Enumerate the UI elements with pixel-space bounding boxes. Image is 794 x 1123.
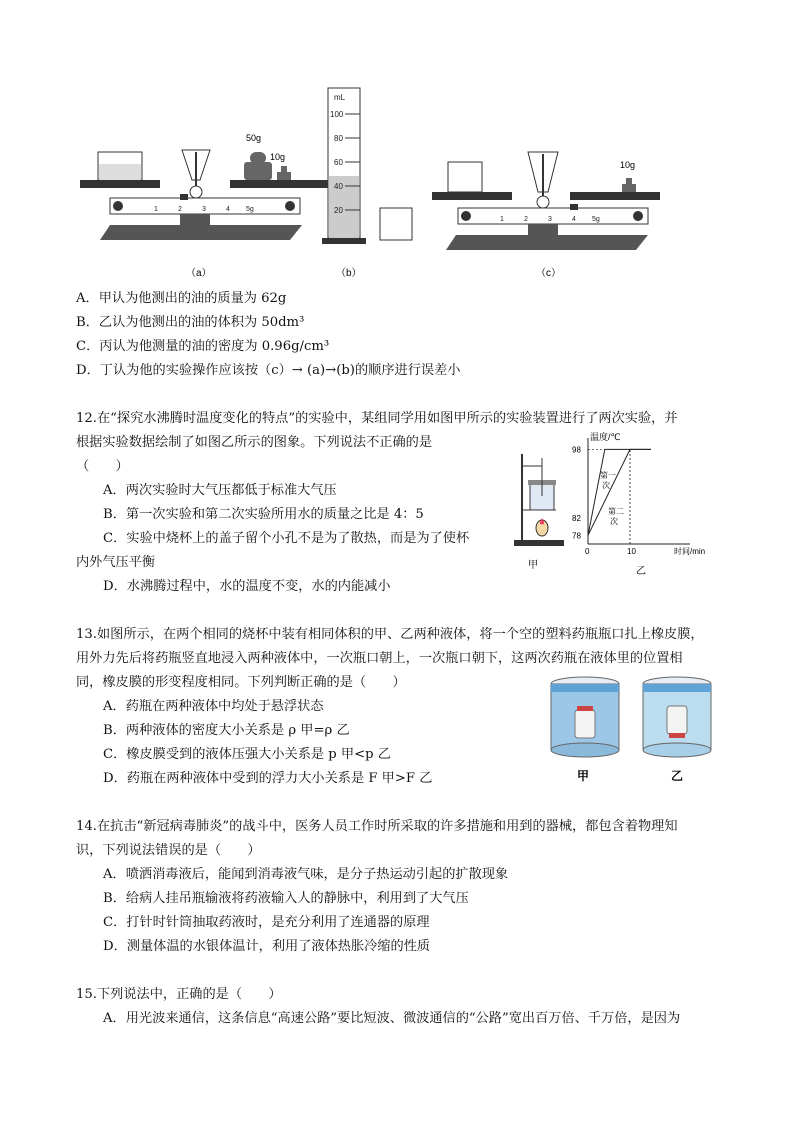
q14-option-c: C．打针时针筒抽取药液时，是充分利用了连通器的原理 xyxy=(103,915,430,930)
cylinder-tick-100: 100 xyxy=(330,110,344,119)
series-label-2a: 第二 xyxy=(608,507,624,516)
q12-temperature-chart xyxy=(570,428,720,576)
chart-series-line-1 xyxy=(588,449,651,535)
scale-a-tick-4: 4 xyxy=(226,206,230,213)
q12-stem-line3: （ ） xyxy=(76,459,129,474)
scale-a-tick-5: 5g xyxy=(246,206,254,213)
chart-y-tick-label: 98 xyxy=(572,445,581,455)
graduated-cylinder-b xyxy=(322,88,412,279)
cylinder-tick-60: 60 xyxy=(334,158,343,167)
series-label-2b: 次 xyxy=(610,517,618,526)
q13-beakers-figure xyxy=(545,670,725,790)
q12-stem-line1: 12.在“探究水沸腾时温度变化的特点”的实验中，某组同学用如图甲所示的实验装置进行了两次实验，并 xyxy=(76,411,678,426)
q13-label-jia: 甲 xyxy=(577,769,590,783)
beaker-yi xyxy=(643,677,711,783)
caption-b: （b） xyxy=(336,268,362,279)
beaker-jia xyxy=(551,677,619,783)
cylinder-tick-80: 80 xyxy=(334,134,343,143)
balance-a xyxy=(80,133,330,279)
cylinder-tick-40: 40 xyxy=(334,182,343,191)
q14-option-a: A．喷洒消毒液后，能闻到消毒液气味，是分子热运动引起的扩散现象 xyxy=(103,867,509,882)
weight-10g-label-a: 10g xyxy=(270,152,286,162)
q12-option-d: D．水沸腾过程中，水的温度不变，水的内能减小 xyxy=(103,579,391,594)
chart-xlabel: 时间/min xyxy=(674,547,706,556)
weight-50g-label: 50g xyxy=(246,133,262,143)
q12-apparatus-figure xyxy=(510,450,570,575)
chart-x-tick-label: 0 xyxy=(585,547,590,556)
q13-option-c: C．橡皮膜受到的液体压强大小关系是 p 甲<p 乙 xyxy=(103,747,391,762)
balance-c xyxy=(432,152,660,279)
caption-a: （a） xyxy=(186,268,212,279)
q15-option-a: A．用光波来通信，这条信息“高速公路”要比短波、微波通信的“公路”宽出百万倍、千万倍，是因为 xyxy=(103,1011,681,1026)
q12-fig-label-yi: 乙 xyxy=(636,566,646,576)
cylinder-unit: mL xyxy=(334,93,346,102)
weight-10g-label-c: 10g xyxy=(620,160,636,170)
q15-stem: 15.下列说法中，正确的是（ ） xyxy=(76,987,282,1002)
q12-fig-label-jia: 甲 xyxy=(528,560,538,571)
series-label-1a: 第一 xyxy=(600,471,616,480)
q13-option-a: A．药瓶在两种液体中均处于悬浮状态 xyxy=(103,699,324,714)
series-label-1b: 次 xyxy=(602,481,610,490)
q11-option-b: B．乙认为他测出的油的体积为 50dm³ xyxy=(76,315,305,330)
scale-c-tick-4: 4 xyxy=(572,216,576,223)
q11-option-d: D．丁认为他的实验操作应该按（c）→ (a)→(b)的顺序进行误差小 xyxy=(76,363,461,378)
scale-a-tick-2: 2 xyxy=(178,206,182,213)
q12-stem-line2: 根据实验数据绘制了如图乙所示的图象。下列说法不正确的是 xyxy=(76,435,433,450)
chart-x-tick-label: 10 xyxy=(627,547,636,556)
chart-y-tick-label: 78 xyxy=(572,531,581,541)
q12-option-a: A．两次实验时大气压都低于标准大气压 xyxy=(103,483,337,498)
q13-option-b: B．两种液体的密度大小关系是 ρ 甲=ρ 乙 xyxy=(103,723,350,738)
q13-label-yi: 乙 xyxy=(671,769,684,783)
q13-stem-line3: 同，橡皮膜的形变程度相同。下列判断正确的是（ ） xyxy=(76,675,406,690)
q14-option-d: D．测量体温的水银体温计，利用了液体热胀冷缩的性质 xyxy=(103,939,431,954)
scale-c-tick-2: 2 xyxy=(524,216,528,223)
q14-stem-line1: 14.在抗击“新冠病毒肺炎”的战斗中，医务人员工作时所采取的许多措施和用到的器械，都包含着物理知 xyxy=(76,819,678,834)
caption-c: （c） xyxy=(536,268,561,279)
scale-c-tick-1: 1 xyxy=(500,216,504,223)
q13-stem-line2: 用外力先后将药瓶竖直地浸入两种液体中，一次瓶口朝上，一次瓶口朝下，这两次药瓶在液体里的位置相 xyxy=(76,651,683,666)
scale-c-tick-5: 5g xyxy=(592,216,600,223)
scale-a-tick-1: 1 xyxy=(154,206,158,213)
scale-a-tick-3: 3 xyxy=(202,206,206,213)
scale-c-tick-3: 3 xyxy=(548,216,552,223)
q13-option-d: D．药瓶在两种液体中受到的浮力大小关系是 F 甲>F 乙 xyxy=(103,771,433,786)
figure-balance-experiment xyxy=(70,80,670,285)
q14-option-b: B．给病人挂吊瓶输液将药液输入人的静脉中，利用到了大气压 xyxy=(103,891,469,906)
q12-option-c-line1: C．实验中烧杯上的盖子留个小孔不是为了散热，而是为了使杯 xyxy=(103,531,470,546)
q12-option-c-line2: 内外气压平衡 xyxy=(76,555,156,570)
chart-ylabel: 温度/℃ xyxy=(590,432,621,442)
chart-series-line-2 xyxy=(588,449,651,535)
q12-option-b: B．第一次实验和第二次实验所用水的质量之比是 4：5 xyxy=(103,507,424,522)
q11-option-a: A．甲认为他测出的油的质量为 62g xyxy=(76,291,287,306)
cylinder-tick-20: 20 xyxy=(334,206,343,215)
chart-y-tick-label: 82 xyxy=(572,514,581,524)
q13-stem-line1: 13.如图所示，在两个相同的烧杯中装有相同体积的甲、乙两种液体，将一个空的塑料药瓶瓶口扎上橡皮膜， xyxy=(76,627,704,642)
q11-option-c: C．丙认为他测量的油的密度为 0.96g/cm³ xyxy=(76,339,330,354)
q14-stem-line2: 识，下列说法错误的是（ ） xyxy=(76,843,261,858)
